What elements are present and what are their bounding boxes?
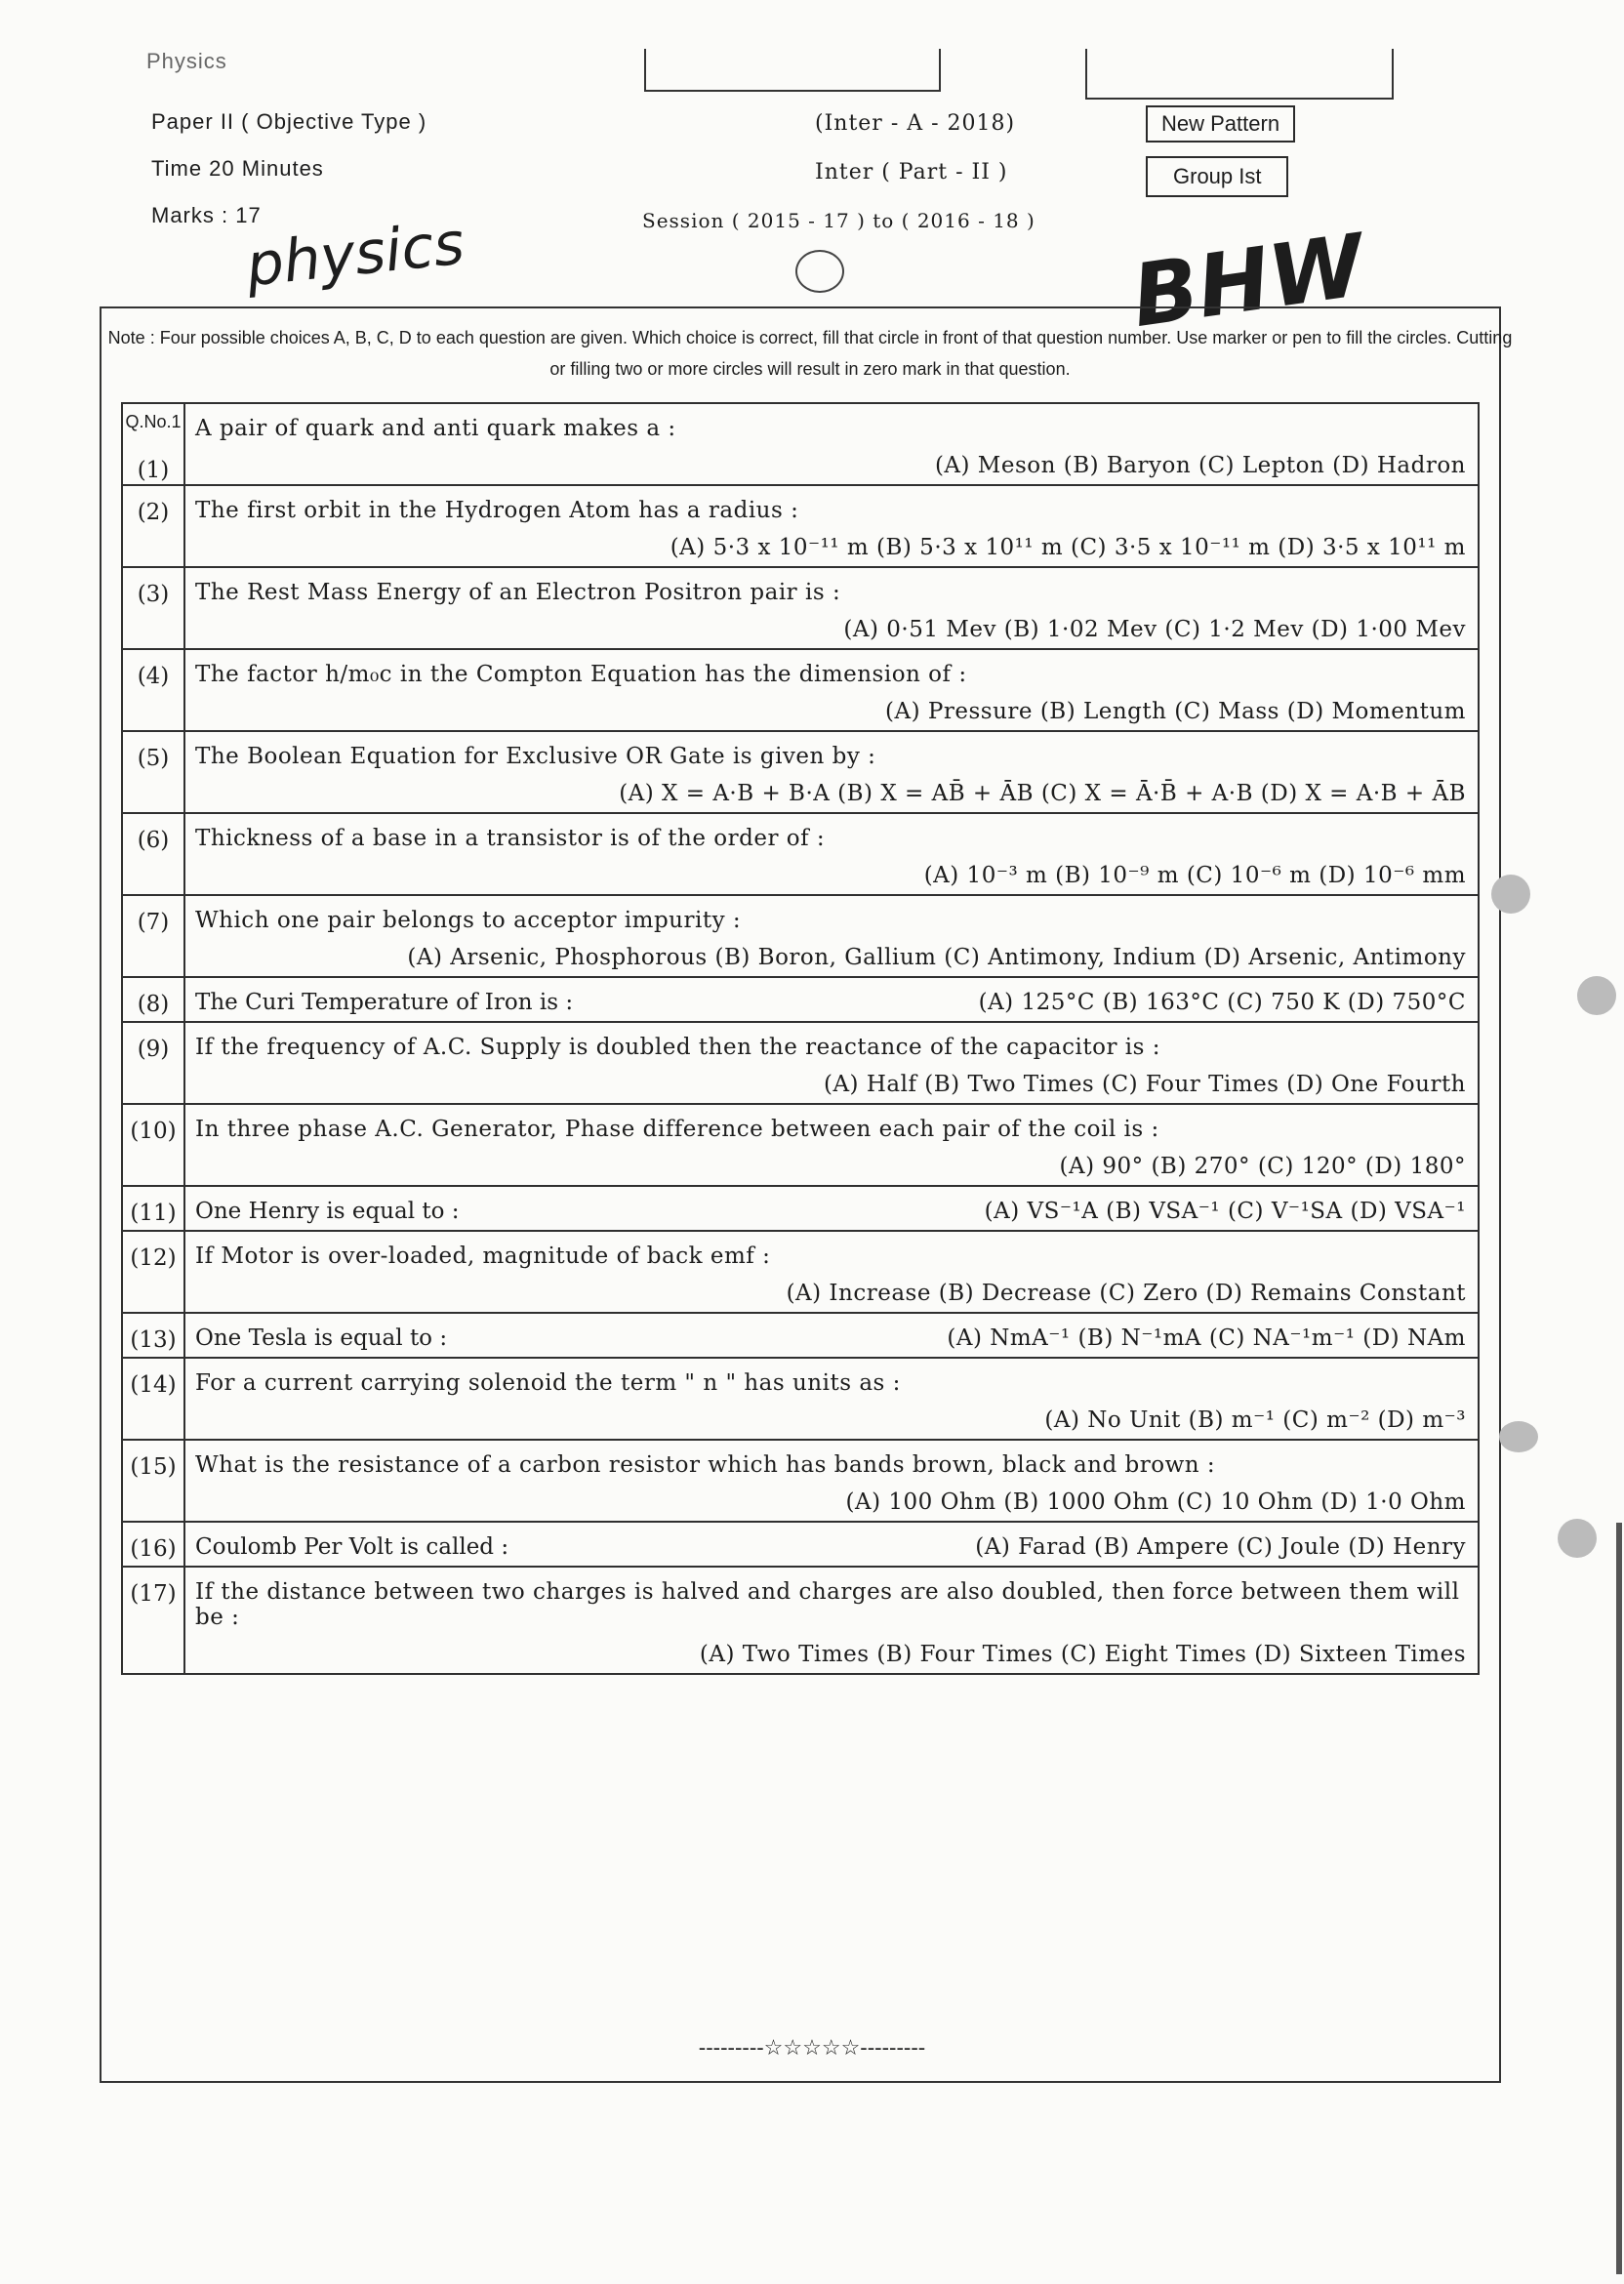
header-cut-text: Physics	[146, 49, 227, 73]
scan-hole	[1499, 1421, 1538, 1452]
qno-label: Q.No.1	[125, 412, 182, 431]
question-row	[122, 895, 1479, 977]
question-row	[122, 567, 1479, 649]
question-row	[122, 1567, 1479, 1674]
question-body	[184, 977, 1479, 1022]
question-number	[122, 1022, 184, 1104]
question-number-text: (12)	[130, 1245, 177, 1271]
top-box-right	[1085, 49, 1394, 100]
scan-hole	[1558, 1519, 1597, 1558]
new-pattern-badge: New Pattern	[1146, 105, 1295, 143]
question-body	[184, 567, 1479, 649]
question-number-text: (4)	[137, 664, 170, 689]
question-number	[122, 649, 184, 731]
question-body	[184, 1358, 1479, 1440]
question-row	[122, 1022, 1479, 1104]
inter-part: Inter ( Part - II )	[815, 160, 1008, 184]
question-options: (A) 10⁻³ m (B) 10⁻⁹ m (C) 10⁻⁶ m (D) 10⁻⁶ mm	[923, 863, 1466, 888]
question-text: If Motor is over-loaded, magnitude of back emf :	[195, 1244, 771, 1269]
question-body	[184, 1104, 1479, 1186]
question-number	[122, 1231, 184, 1313]
question-text: The Rest Mass Energy of an Electron Positron pair is :	[195, 580, 841, 605]
question-options: (A) Increase (B) Decrease (C) Zero (D) Remains Constant	[786, 1281, 1466, 1306]
question-text: Thickness of a base in a transistor is of the order of :	[195, 826, 826, 851]
question-number-text: (14)	[130, 1372, 177, 1398]
question-text: If the distance between two charges is halved and charges are also doubled, then force between them will be :	[195, 1579, 1460, 1630]
question-options: (A) Pressure (B) Length (C) Mass (D) Momentum	[885, 699, 1466, 724]
question-number	[122, 1522, 184, 1567]
question-options: (A) 90° (B) 270° (C) 120° (D) 180°	[1059, 1154, 1466, 1179]
instructions-note: Note : Four possible choices A, B, C, D to each question are given. Which choice is correct, fill that circle in front of that question number. Use marker or pen to fill the circles. Cutting or filling two or more circles will result in zero mark in that question.	[107, 328, 1513, 379]
question-body	[184, 649, 1479, 731]
question-options: (A) 100 Ohm (B) 1000 Ohm (C) 10 Ohm (D) 1·0 Ohm	[845, 1489, 1466, 1515]
question-number	[122, 1567, 184, 1674]
question-text: If the frequency of A.C. Supply is doubled then the reactance of the capacitor is :	[195, 1035, 1160, 1060]
question-number-text: (17)	[130, 1581, 177, 1607]
question-row	[122, 485, 1479, 567]
question-text: The Boolean Equation for Exclusive OR Gate is given by :	[195, 744, 876, 769]
question-text: One Henry is equal to :	[195, 1199, 460, 1224]
question-body	[184, 1186, 1479, 1231]
question-text: In three phase A.C. Generator, Phase difference between each pair of the coil is :	[195, 1117, 1159, 1142]
question-number	[122, 1186, 184, 1231]
question-options: (A) 0·51 Mev (B) 1·02 Mev (C) 1·2 Mev (D) 1·00 Mev	[843, 617, 1466, 642]
group-badge: Group Ist	[1146, 156, 1288, 197]
question-row	[122, 649, 1479, 731]
question-body	[184, 1022, 1479, 1104]
question-number-text: (2)	[137, 500, 170, 525]
question-text: Coulomb Per Volt is called :	[195, 1534, 509, 1560]
session: Session ( 2015 - 17 ) to ( 2016 - 18 )	[642, 209, 1035, 232]
question-row	[122, 1522, 1479, 1567]
scan-hole	[1577, 976, 1616, 1015]
question-number-text: (8)	[137, 992, 170, 1017]
question-options: (A) Meson (B) Baryon (C) Lepton (D) Hadron	[934, 453, 1466, 478]
question-body	[184, 1567, 1479, 1674]
scan-hole	[1491, 875, 1530, 914]
question-row	[122, 731, 1479, 813]
question-number	[122, 895, 184, 977]
question-row	[122, 1313, 1479, 1358]
question-body	[184, 1440, 1479, 1522]
question-body	[184, 485, 1479, 567]
question-options: (A) Arsenic, Phosphorous (B) Boron, Gallium (C) Antimony, Indium (D) Arsenic, Antimony	[407, 945, 1466, 970]
question-options: (A) NmA⁻¹ (B) N⁻¹mA (C) NA⁻¹m⁻¹ (D) NAm	[947, 1326, 1466, 1351]
question-body	[184, 813, 1479, 895]
question-number	[122, 731, 184, 813]
question-body	[184, 895, 1479, 977]
board-crest	[795, 250, 844, 293]
question-number	[122, 977, 184, 1022]
question-row	[122, 1440, 1479, 1522]
question-text: Which one pair belongs to acceptor impurity :	[195, 908, 742, 933]
question-number	[122, 1104, 184, 1186]
question-body	[184, 1231, 1479, 1313]
question-body	[184, 1522, 1479, 1567]
question-number-text: (5)	[137, 746, 170, 771]
question-body	[184, 1313, 1479, 1358]
question-row	[122, 977, 1479, 1022]
handwritten-initials: BHW	[1125, 214, 1370, 347]
question-number	[122, 1358, 184, 1440]
question-body	[184, 731, 1479, 813]
question-number	[122, 403, 184, 485]
question-number	[122, 1313, 184, 1358]
question-text: What is the resistance of a carbon resistor which has bands brown, black and brown :	[195, 1452, 1216, 1478]
question-options: (A) 5·3 x 10⁻¹¹ m (B) 5·3 x 10¹¹ m (C) 3·5 x 10⁻¹¹ m (D) 3·5 x 10¹¹ m	[670, 535, 1466, 560]
question-number	[122, 813, 184, 895]
question-row	[122, 1231, 1479, 1313]
question-options: (A) 125°C (B) 163°C (C) 750 K (D) 750°C	[978, 990, 1466, 1015]
question-options: (A) Half (B) Two Times (C) Four Times (D) One Fourth	[823, 1072, 1466, 1097]
question-number-text: (1)	[137, 458, 170, 483]
question-number-text: (3)	[137, 582, 170, 607]
question-text: The Curi Temperature of Iron is :	[195, 990, 574, 1015]
question-body	[184, 403, 1479, 485]
question-number-text: (11)	[130, 1201, 177, 1226]
question-table	[121, 402, 1480, 1675]
question-text: For a current carrying solenoid the term " n " has units as :	[195, 1370, 901, 1396]
question-number-text: (6)	[137, 828, 170, 853]
end-stars: ---------☆☆☆☆☆---------	[698, 2036, 926, 2060]
question-row	[122, 403, 1479, 485]
question-number-text: (16)	[130, 1536, 177, 1562]
marks-line: Marks : 17	[151, 203, 262, 227]
question-number	[122, 567, 184, 649]
handwritten-subject: physics	[242, 209, 467, 301]
question-number-text: (15)	[130, 1454, 177, 1480]
question-options: (A) No Unit (B) m⁻¹ (C) m⁻² (D) m⁻³	[1044, 1407, 1466, 1433]
question-number-text: (9)	[137, 1037, 170, 1062]
question-row	[122, 1186, 1479, 1231]
question-number-text: (13)	[130, 1327, 177, 1353]
question-options: (A) VS⁻¹A (B) VSA⁻¹ (C) V⁻¹SA (D) VSA⁻¹	[984, 1199, 1466, 1224]
question-row	[122, 813, 1479, 895]
top-box-left	[644, 49, 941, 92]
question-text: The factor h/m₀c in the Compton Equation has the dimension of :	[195, 662, 967, 687]
question-number	[122, 1440, 184, 1522]
question-row	[122, 1358, 1479, 1440]
question-options: (A) X = A·B + B·A (B) X = AB̄ + ĀB (C) X = Ā·B̄ + A·B (D) X = A·B + ĀB	[619, 781, 1466, 806]
page-edge-line	[1616, 1523, 1622, 2274]
exam-title: (Inter - A - 2018)	[815, 111, 1016, 136]
question-number	[122, 485, 184, 567]
question-number-text: (10)	[130, 1119, 177, 1144]
question-text: The first orbit in the Hydrogen Atom has a radius :	[195, 498, 799, 523]
question-options: (A) Farad (B) Ampere (C) Joule (D) Henry	[975, 1534, 1466, 1560]
time-line: Time 20 Minutes	[151, 156, 324, 181]
question-text: One Tesla is equal to :	[195, 1326, 448, 1351]
question-row	[122, 1104, 1479, 1186]
question-options: (A) Two Times (B) Four Times (C) Eight Times (D) Sixteen Times	[699, 1642, 1466, 1667]
question-text: A pair of quark and anti quark makes a :	[195, 416, 676, 441]
question-number-text: (7)	[137, 910, 170, 935]
paper-line: Paper II ( Objective Type )	[151, 109, 427, 134]
